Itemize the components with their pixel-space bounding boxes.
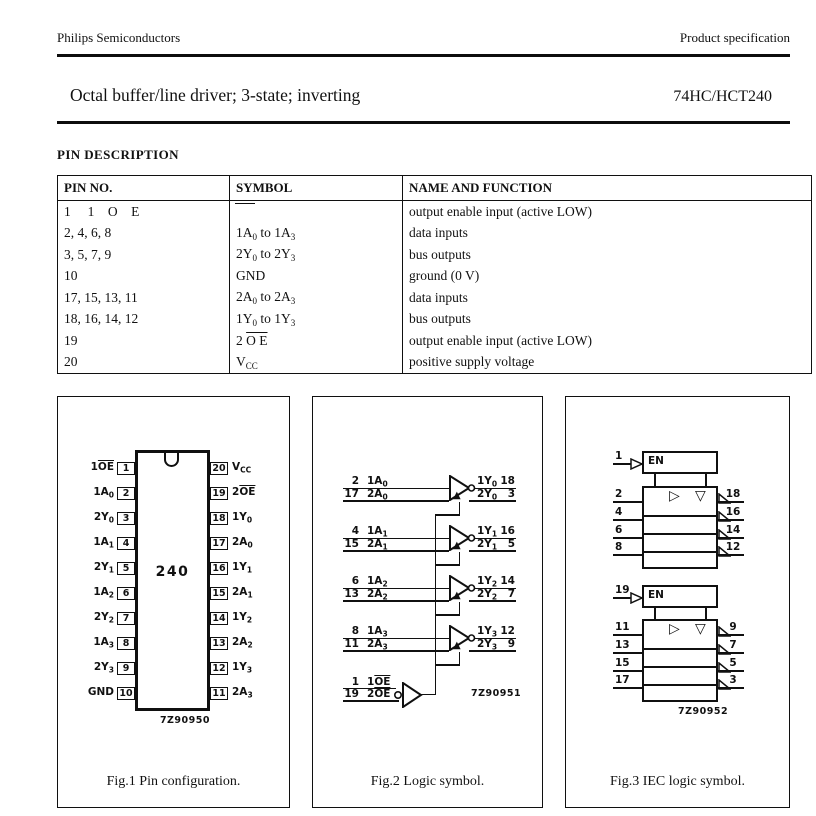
table-row	[58, 201, 812, 223]
signal-label: $2A_2$	[367, 588, 388, 602]
pin-number: 14	[500, 575, 515, 587]
signal-label: $1Y_0$	[477, 475, 498, 489]
output-wire	[718, 687, 744, 689]
pin-label: $V_{CC}$	[232, 461, 252, 475]
output-wire	[718, 519, 744, 521]
output-wire	[718, 501, 744, 503]
pin-label: $1Y_3$	[232, 661, 253, 675]
pin-number-box: 4	[117, 537, 135, 550]
pin-label: $1A_2$	[93, 586, 114, 600]
title-bar	[57, 85, 790, 106]
en-leg	[705, 608, 707, 619]
enable-jog	[435, 514, 460, 516]
column-header: NAME AND FUNCTION	[403, 176, 812, 201]
signal-label: $1\overline{OE}$	[367, 676, 391, 688]
figure-caption: Fig.3 IEC logic symbol.	[610, 774, 745, 789]
table-body	[58, 201, 812, 374]
pin-number-cell: 3, 5, 7, 9	[58, 244, 230, 266]
figure-code: 7Z90950	[159, 715, 210, 726]
pin-number: 1	[615, 450, 623, 462]
signal-label: $1Y_1$	[477, 525, 498, 539]
pin-number-cell: 18, 16, 14, 12	[58, 309, 230, 331]
row-divider	[642, 533, 718, 535]
pin-label: GND	[87, 686, 114, 698]
pin-number-box: 17	[210, 537, 228, 550]
table-row	[58, 330, 812, 352]
document-title: Octal buffer/line driver; 3-state; inverting	[70, 85, 361, 105]
function-cell: output enable input (active LOW)	[403, 330, 812, 352]
horizontal-rule	[57, 54, 790, 57]
pin-number-box: 5	[117, 562, 135, 575]
enable-arrow-icon: ▲	[453, 640, 461, 651]
output-wire	[718, 554, 744, 556]
pin-number-box: 14	[210, 612, 228, 625]
function-cell: data inputs	[403, 287, 812, 309]
pin-number: 12	[725, 541, 741, 553]
enable-arrow-icon: ▲	[453, 590, 461, 601]
pin-label: $2A_0$	[232, 536, 253, 550]
pin-label: $1\overline{OE}$	[90, 461, 114, 473]
pin-number: 4	[351, 525, 359, 537]
pin-number: 4	[615, 506, 623, 518]
pin-label: $2\overline{OE}$	[232, 486, 256, 498]
table-header-row-group	[58, 176, 812, 201]
figure-3-box	[565, 396, 790, 808]
output-wire	[718, 670, 744, 672]
signal-label: $1Y_3$	[477, 625, 498, 639]
figure-1-box	[57, 396, 290, 808]
pin-number-box: 11	[210, 687, 228, 700]
pin-number-box: 19	[210, 487, 228, 500]
pin-number: 6	[351, 575, 359, 587]
table-header-row	[58, 176, 812, 201]
input-wire	[613, 554, 642, 556]
pin-number: 13	[615, 639, 630, 651]
enable-jog	[435, 564, 460, 566]
table-row	[58, 244, 812, 266]
enable-jog	[435, 664, 460, 666]
column-header: PIN NO.	[58, 176, 230, 201]
pin-number-box: 9	[117, 662, 135, 675]
pin-number: 19	[615, 584, 630, 596]
pin-number: 18	[500, 475, 515, 487]
pin-label: $2A_1$	[232, 586, 253, 600]
pin-number-cell: 10	[58, 266, 230, 288]
overline-mark	[235, 203, 255, 204]
pin-label: $1A_1$	[93, 536, 114, 550]
amplifier-glyph: ▷	[669, 621, 680, 637]
pin-label: $2Y_3$	[93, 661, 114, 675]
enable-inverter-icon	[393, 682, 423, 708]
figure-2-box	[312, 396, 543, 808]
enable-jog	[435, 614, 460, 616]
column-header: SYMBOL	[230, 176, 403, 201]
input-wire	[613, 519, 642, 521]
signal-label: $1A_3$	[367, 625, 388, 639]
pin-number: 17	[344, 488, 359, 500]
input-wire	[613, 652, 642, 654]
pin-label: $1A_0$	[93, 486, 114, 500]
signal-label: $2A_1$	[367, 538, 388, 552]
pin-number: 2	[351, 475, 359, 487]
pin-label: $2A_3$	[232, 686, 253, 700]
publisher-name: Philips Semiconductors	[57, 30, 181, 45]
table-row	[58, 223, 812, 245]
signal-label: $2\overline{OE}$	[367, 688, 391, 700]
pin-number-box: 12	[210, 662, 228, 675]
function-cell: output enable input (active LOW)	[403, 201, 812, 223]
input-wire	[613, 537, 642, 539]
pin-number: 14	[725, 524, 741, 536]
pin-number: 5	[507, 538, 515, 550]
amplifier-glyph: ▷	[669, 488, 680, 504]
pin-number: 6	[615, 524, 623, 536]
logic-block	[642, 486, 718, 569]
pin-label: $1Y_1$	[232, 561, 253, 575]
input-wire	[343, 600, 449, 602]
en-label: EN	[648, 455, 664, 467]
pin-number: 8	[615, 541, 623, 553]
pin-number: 3	[507, 488, 515, 500]
pin-number-box: 13	[210, 637, 228, 650]
pin-number-box: 18	[210, 512, 228, 525]
symbol-cell: $2A_0$ to $2A_3$	[230, 287, 403, 309]
pin-label: $2Y_1$	[93, 561, 114, 575]
pin-label: $1A_3$	[93, 636, 114, 650]
figure-caption: Fig.1 Pin configuration.	[106, 774, 241, 789]
output-wire	[718, 652, 744, 654]
pin-label: $1Y_0$	[232, 511, 253, 525]
tristate-glyph: ▽	[695, 621, 706, 637]
function-cell: data inputs	[403, 223, 812, 245]
part-number: 74HC/HCT240	[673, 88, 772, 105]
figure-code: 7Z90952	[678, 706, 729, 717]
en-leg	[654, 474, 656, 486]
function-cell: positive supply voltage	[403, 352, 812, 374]
en-leg	[654, 608, 656, 619]
pin-number-box: 15	[210, 587, 228, 600]
table-row	[58, 266, 812, 288]
symbol-cell: 2 O E	[230, 330, 403, 352]
row-divider	[642, 551, 718, 553]
pin-number: 18	[725, 488, 741, 500]
function-cell: ground (0 V)	[403, 266, 812, 288]
pin-number: 7	[507, 588, 515, 600]
chip-body	[135, 450, 210, 711]
symbol-cell: $1A_0$ to $1A_3$	[230, 223, 403, 245]
signal-label: $1A_1$	[367, 525, 388, 539]
pin-label: $2A_2$	[232, 636, 253, 650]
signal-label: $2Y_0$	[477, 488, 498, 502]
figure-code: 7Z90951	[471, 688, 522, 699]
input-wire	[613, 634, 642, 636]
enable-arrow-icon: ▲	[453, 490, 461, 501]
signal-label: $1A_2$	[367, 575, 388, 589]
enable-out-wire	[421, 694, 436, 696]
signal-label: $2Y_2$	[477, 588, 498, 602]
pin-number-box: 10	[117, 687, 135, 700]
pin-number-box: 7	[117, 612, 135, 625]
input-wire	[343, 700, 399, 702]
symbol-cell: $V_{CC}$	[230, 352, 403, 374]
output-wire	[718, 634, 744, 636]
polarity-wedge-icon	[630, 591, 643, 603]
symbol-cell	[230, 201, 403, 223]
pin-number: 11	[344, 638, 359, 650]
section-heading: PIN DESCRIPTION	[57, 147, 179, 162]
input-wire	[613, 501, 642, 503]
pin-number: 17	[615, 674, 630, 686]
signal-label: $2A_3$	[367, 638, 388, 652]
row-divider	[642, 515, 718, 517]
pin-number-cell: 19	[58, 330, 230, 352]
pin-number: 8	[351, 625, 359, 637]
tristate-glyph: ▽	[695, 488, 706, 504]
pin-number: 2	[615, 488, 623, 500]
input-wire	[613, 670, 642, 672]
pin-number: 11	[615, 621, 630, 633]
pin-number-cell: 2, 4, 6, 8	[58, 223, 230, 245]
signal-label: $2Y_1$	[477, 538, 498, 552]
table-row	[58, 352, 812, 374]
pin-number: 15	[344, 538, 359, 550]
pin-description-table	[57, 175, 812, 374]
symbol-cell: $1Y_0$ to $1Y_3$	[230, 309, 403, 331]
row-divider	[642, 648, 718, 650]
input-wire	[343, 650, 449, 652]
pin-number: 1	[351, 676, 359, 688]
pin-number: 12	[500, 625, 515, 637]
signal-label: $1Y_2$	[477, 575, 498, 589]
pin-number-cell: 20	[58, 352, 230, 374]
pin-number-box: 2	[117, 487, 135, 500]
pin-number-box: 8	[117, 637, 135, 650]
pin-number: 7	[729, 639, 737, 651]
pin-number: 9	[507, 638, 515, 650]
pin-number: 16	[500, 525, 515, 537]
row-divider	[642, 684, 718, 686]
signal-label: $1A_0$	[367, 475, 388, 489]
pin-number: 16	[725, 506, 741, 518]
pin-number: 15	[615, 657, 630, 669]
page-header	[57, 30, 790, 46]
pin-number: 3	[729, 674, 737, 686]
pin-number-box: 20	[210, 462, 228, 475]
pin-number: 9	[729, 621, 737, 633]
pin-number: 13	[344, 588, 359, 600]
enable-bus	[435, 514, 437, 695]
en-label: EN	[648, 589, 664, 601]
pin-number-box: 1	[117, 462, 135, 475]
chip-label: 240	[155, 564, 190, 580]
input-wire	[343, 500, 449, 502]
function-cell: bus outputs	[403, 309, 812, 331]
pin-number-cell: 17, 15, 13, 11	[58, 287, 230, 309]
output-wire	[718, 537, 744, 539]
symbol-cell: $2Y_0$ to $2Y_3$	[230, 244, 403, 266]
horizontal-rule	[57, 121, 790, 124]
function-cell: bus outputs	[403, 244, 812, 266]
pin-number: 19	[344, 688, 359, 700]
enable-arrow-icon: ▲	[453, 540, 461, 551]
input-wire	[613, 687, 642, 689]
logic-block	[642, 619, 718, 702]
pin-number-box: 16	[210, 562, 228, 575]
symbol-cell: GND	[230, 266, 403, 288]
polarity-wedge-icon	[630, 457, 643, 469]
spec-type-label: Product specification	[679, 30, 790, 45]
pin-label: $1Y_2$	[232, 611, 253, 625]
input-wire	[343, 550, 449, 552]
table-row	[58, 287, 812, 309]
en-leg	[705, 474, 707, 486]
pin-number-box: 6	[117, 587, 135, 600]
pin-label: $2Y_0$	[93, 511, 114, 525]
row-divider	[642, 666, 718, 668]
pin-number: 5	[729, 657, 737, 669]
pin-number-box: 3	[117, 512, 135, 525]
signal-label: $2A_0$	[367, 488, 388, 502]
figure-caption: Fig.2 Logic symbol.	[370, 774, 485, 789]
signal-label: $2Y_3$	[477, 638, 498, 652]
pin-number-cell: 1 1 O E	[58, 201, 230, 223]
pin-label: $2Y_2$	[93, 611, 114, 625]
table-row	[58, 309, 812, 331]
